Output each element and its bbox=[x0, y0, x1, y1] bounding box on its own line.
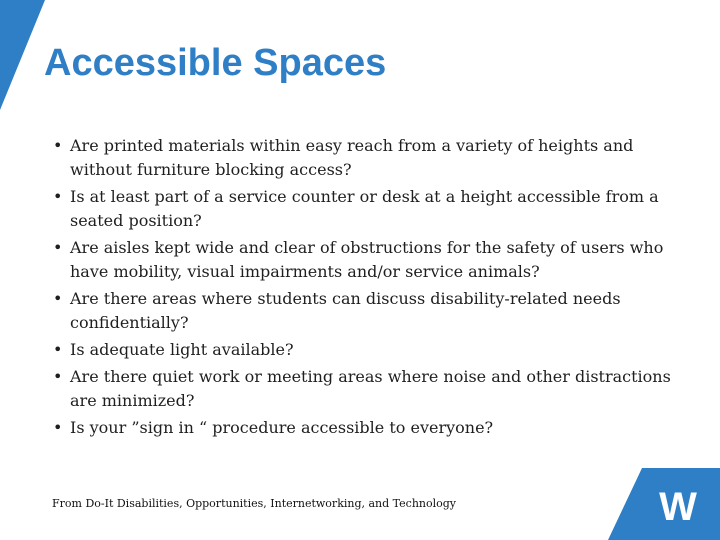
w-logo-icon bbox=[608, 468, 720, 540]
bullet-text: Is adequate light available? bbox=[70, 340, 294, 359]
bullet-dot: • bbox=[53, 340, 63, 359]
bullet-text: Are there areas where students can discuss disability-related needs confidentially? bbox=[70, 289, 621, 332]
bullet-dot: • bbox=[53, 187, 63, 206]
bullet-text: Are printed materials within easy reach from a variety of heights and without furniture blocking access? bbox=[70, 136, 634, 179]
bullet-list bbox=[50, 134, 690, 443]
bullet-dot: • bbox=[53, 136, 63, 155]
bullet-item bbox=[50, 365, 690, 413]
bullet-dot: • bbox=[53, 418, 63, 437]
bullet-item bbox=[50, 287, 690, 335]
bullet-item bbox=[50, 338, 690, 362]
bullet-dot: • bbox=[53, 238, 63, 257]
bullet-dot: • bbox=[53, 289, 63, 308]
bullet-text: Are aisles kept wide and clear of obstructions for the safety of users who have mobility, visual impairments and/or service animals? bbox=[70, 238, 664, 281]
bullet-text: Is your ”sign in “ procedure accessible to everyone? bbox=[70, 418, 494, 437]
corner-stripe-decoration bbox=[0, 0, 50, 120]
bullet-item bbox=[50, 134, 690, 182]
bullet-item bbox=[50, 236, 690, 284]
bullet-item bbox=[50, 416, 690, 440]
bullet-text: Is at least part of a service counter or desk at a height accessible from a seated position? bbox=[70, 187, 659, 230]
bullet-text: Are there quiet work or meeting areas where noise and other distractions are minimized? bbox=[70, 367, 671, 410]
logo-letter: W bbox=[659, 485, 697, 529]
bullet-dot: • bbox=[53, 367, 63, 386]
slide-title: Accessible Spaces bbox=[44, 42, 387, 84]
bullet-item bbox=[50, 185, 690, 233]
source-footer: From Do-It Disabilities, Opportunities, Internetworking, and Technology bbox=[52, 497, 457, 510]
